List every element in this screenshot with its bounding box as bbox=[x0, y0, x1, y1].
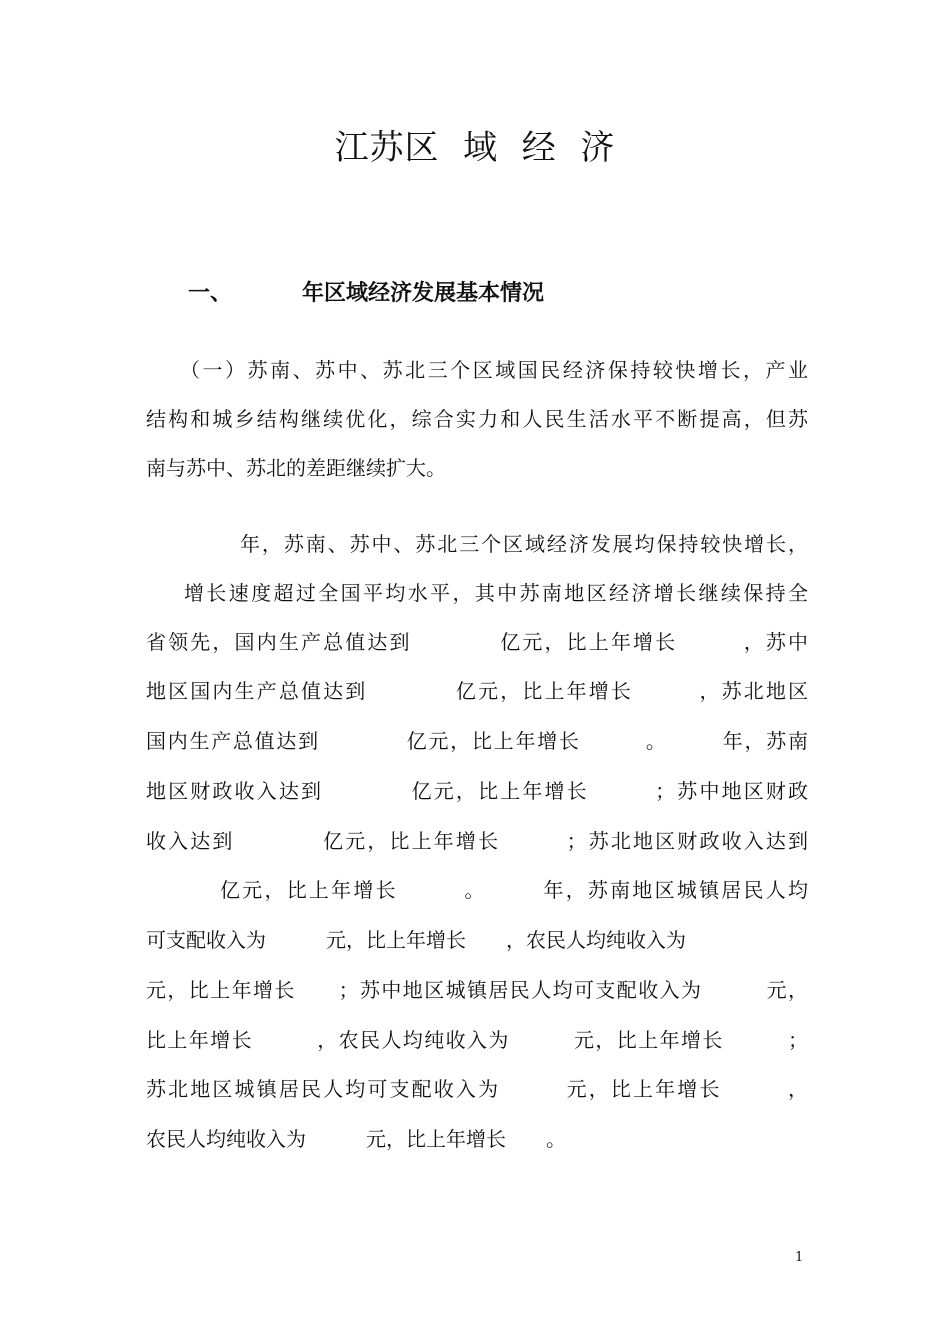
page-number: 1 bbox=[795, 1250, 804, 1265]
text-line: 比上年增长 ，农民人均纯收入为 元，比上年增长 ； bbox=[146, 1028, 808, 1052]
text-line: 地区财政收入达到 亿元，比上年增长 ；苏中地区财政 bbox=[146, 779, 808, 803]
text-line: 增长速度超过全国平均水平，其中苏南地区经济增长继续保持全 bbox=[184, 581, 808, 605]
text-line: 收入达到 亿元，比上年增长 ；苏北地区财政收入达到 bbox=[146, 829, 808, 853]
text-line: 元，比上年增长 ；苏中地区城镇居民人均可支配收入为 元， bbox=[146, 978, 808, 1002]
text-line: 苏北地区城镇居民人均可支配收入为 元，比上年增长 ， bbox=[146, 1077, 808, 1101]
text-line: 年，苏南、苏中、苏北三个区域经济发展均保持较快增长， bbox=[240, 532, 808, 556]
text-line: （一）苏南、苏中、苏北三个区域国民经济保持较快增长，产业 bbox=[180, 358, 808, 382]
text-line: 国内生产总值达到 亿元，比上年增长 。 年，苏南 bbox=[146, 729, 808, 753]
document-title: 江苏区 域 经 济 bbox=[334, 128, 616, 168]
text-line: 农民人均纯收入为 元，比上年增长 。 bbox=[146, 1127, 566, 1151]
text-line: 南与苏中、苏北的差距继续扩大。 bbox=[146, 456, 446, 480]
section-number: 一、 bbox=[188, 281, 233, 306]
text-line: 结构和城乡结构继续优化，综合实力和人民生活水平不断提高，但苏 bbox=[146, 407, 808, 431]
text-line: 省领先，国内生产总值达到 亿元，比上年增长 ，苏中 bbox=[146, 630, 808, 654]
text-line: 亿元，比上年增长 。 年，苏南地区城镇居民人均 bbox=[220, 878, 808, 902]
text-line: 地区国内生产总值达到 亿元，比上年增长 ，苏北地区 bbox=[146, 679, 808, 703]
section-heading: 年区域经济发展基本情况 bbox=[302, 281, 545, 306]
text-line: 可支配收入为 元，比上年增长 ，农民人均纯收入为 bbox=[146, 928, 686, 952]
